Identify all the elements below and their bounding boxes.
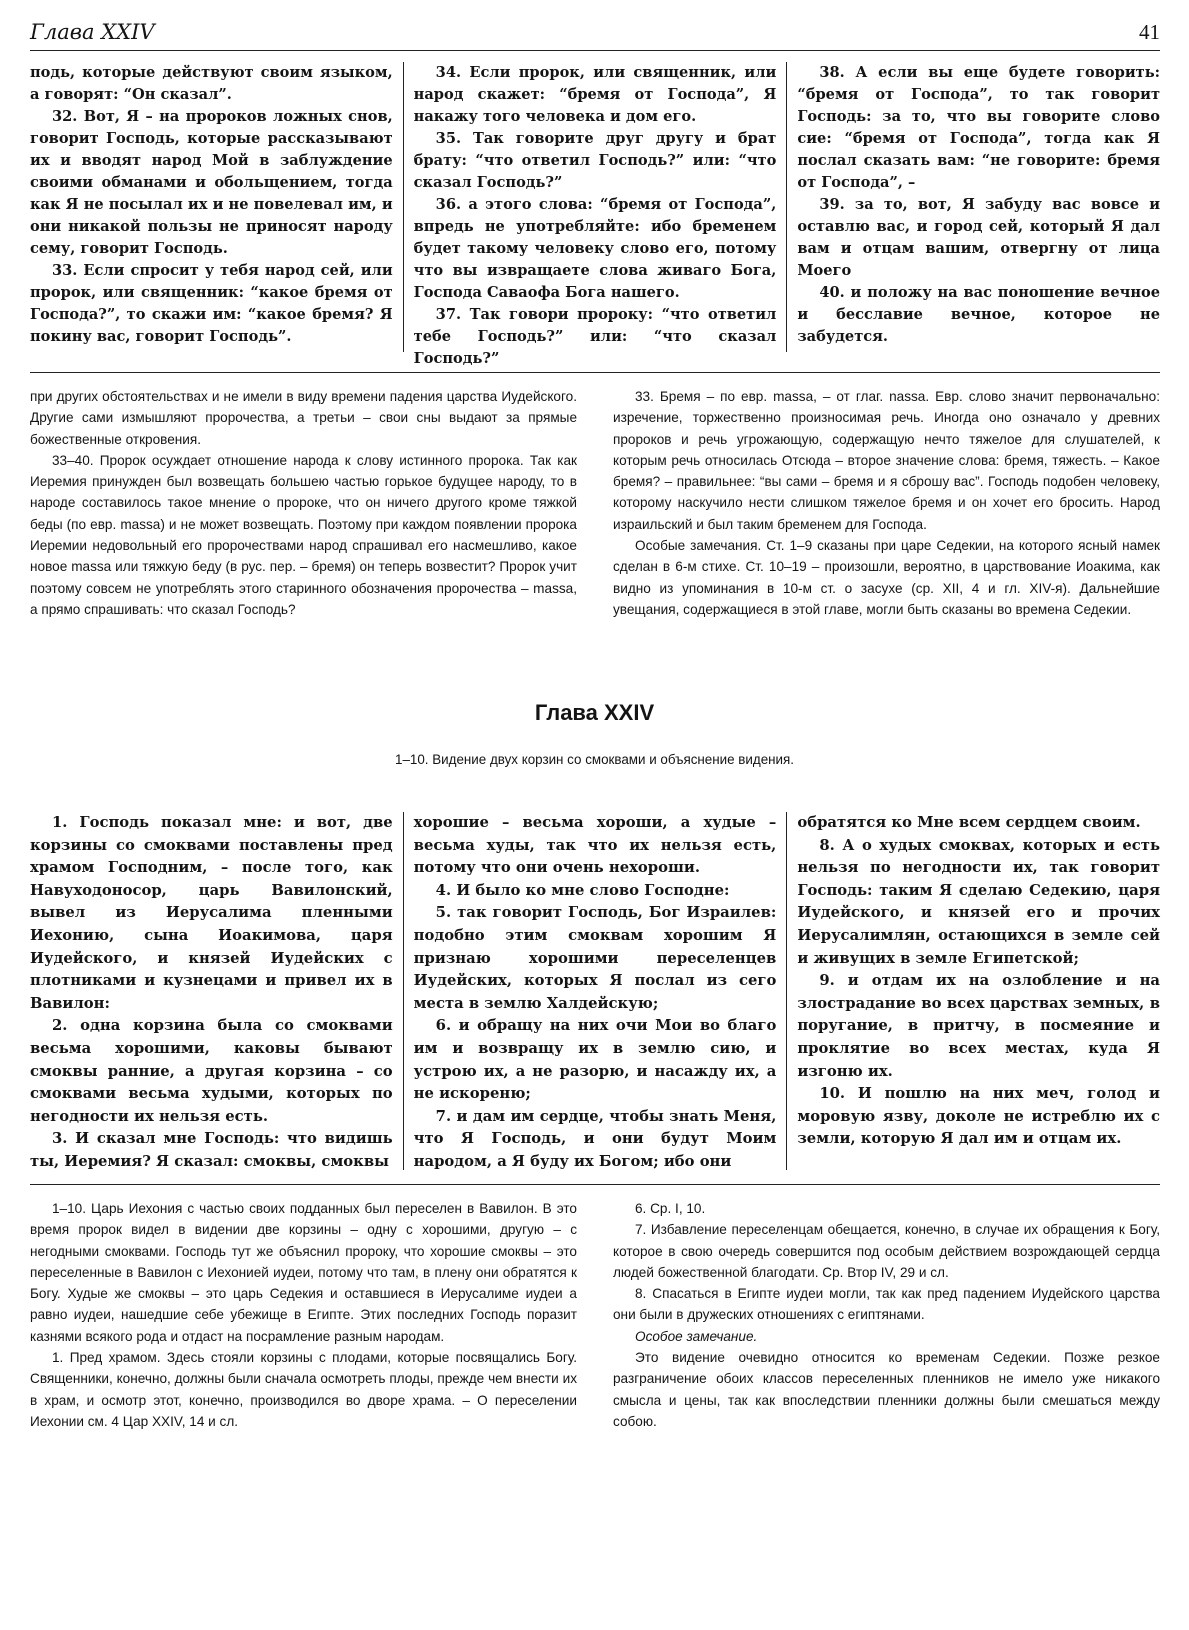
verse: 3. И сказал мне Господь: что видишь ты, Иеремия? Я сказал: смоквы, смоквы: [30, 1130, 393, 1170]
verse: 32. Вот, Я – на пророков ложных снов, говорит Господь, которые рассказывают их и вводят народ Мой в заблуждение своими обманами и обольщением, тогда как Я не посылал их и не повелевал им, и они никакой пользы не приносят народу сему, говорит Господь.: [30, 108, 393, 257]
verse: 34. Если пророк, или священник, или народ скажет: “бремя от Господа”, Я накажу того человека и дом его.: [413, 64, 777, 125]
verse: 7. и дам им сердце, чтобы знать Меня, что Я Господь, и они будут Моим народом, а Я буду их Богом; ибо они: [413, 1107, 777, 1170]
verse: 33. Если спросит у тебя народ сей, или пророк, или священник: “какое бремя от Господа?”, то скажи им: “какое бремя? Я покину вас, говорит Господь”.: [30, 262, 393, 345]
verse: подь, которые действуют своим языком, а говорят: “Он сказал”.: [30, 64, 393, 103]
commentary-paragraph: Это видение очевидно относится ко временам Седекии. Позже резкое разграничение обоих классов переселенных пленников не имело уже никакого смысла и цены, так как впоследствии пленники должны были смешаться между собою.: [613, 1350, 1160, 1429]
bottom-scripture-column-3: [786, 812, 1160, 1170]
commentary-paragraph: Особые замечания. Ст. 1–9 сказаны при царе Седекии, на которого ясный намек сделан в 6-м стихе. Ст. 10–19 – произошли, вероятно, в царствование Иоакима, как видно из упоминания в 10-м ст. о засухе (ср. XII, 4 и гл. XIV-я). Дальнейшие увещания, содержащиеся в этой главе, могли быть сказаны во времена Седекии.: [613, 538, 1160, 617]
top-scripture-column-2: [403, 62, 787, 367]
top-scripture-section: [30, 62, 1161, 367]
top-commentary-section: [30, 386, 1160, 676]
commentary-paragraph: 33. Бремя – по евр. massa, – от глаг. nassa. Евр. слово значит первоначально: изречение, торжественно произносимая речь. Иногда оно означало у древних пророков и речь угрожающую, содержащую нечто тяжелое для слушателей, к которым речь относилась Отсюда – второе значение слова: бремя, тяжесть. – Какое бремя? – правильнее: “вы сами – бремя и я сброшу вас”. Господь подобен человеку, которому наскучило нести слишком тяжелое бремя и он хочет его бросить. Народ израильский и был таким бременем для Господа.: [613, 389, 1160, 532]
chapter-running-title: Глава XXIV: [30, 20, 155, 44]
commentary-paragraph: 33–40. Пророк осуждает отношение народа к слову истинного пророка. Так как Иеремия принужден был возвещать большею частью горькое будущее народу, то в народе составилось такое мнение о пророке, что он ничего другого кроме тяжкой беды (по евр. massa) и не может возвещать. Поэтому при каждом появлении пророка Иеремии недовольный его пророчествами народ спрашивал его насмешливо, какое новое massa или тяжкую беду (в рус. пер. – бремя) он теперь возвестит? Пророк учит поэтому совсем не употреблять этого старинного обозначения пророчества – massa, а прямо спрашивать: что сказал Господь?: [30, 452, 577, 617]
page-number: 41: [1139, 20, 1160, 44]
commentary-paragraph: при других обстоятельствах и не имели в виду времени падения царства Иудейского. Другие сами измышляют пророчества, а третьи – свои сны выдают за прямые божественные откровения.: [30, 389, 577, 447]
verse: 6. и обращу на них очи Мои во благо им и возвращу их в землю сию, и устрою их, а не разорю, и насажду их, а не искореню;: [413, 1017, 777, 1103]
bottom-scripture-column-1: [30, 812, 403, 1170]
verse: 38. А если вы еще будете говорить: “бремя от Господа”, то так говорит Господь: за то, что вы говорите слово сие: “бремя от Господа”, тогда как Я послал сказать вам: “не говорите: бремя от Господа”, –: [797, 64, 1161, 191]
verse: 5. так говорит Господь, Бог Израилев: подобно этим смоквам хорошим Я признаю хорошими переселенцев Иудейских, которых Я послал из сего места в землю Халдейскую;: [413, 904, 777, 1012]
chapter-summary: 1–10. Видение двух корзин со смоквами и объяснение видения.: [395, 752, 794, 767]
verse: 9. и отдам их на озлобление и на злострадание во всех царствах земных, в поругание, в притчу, в посмеяние и проклятие во всех местах, куда Я изгоню их.: [797, 972, 1161, 1080]
verse: 10. И пошлю на них меч, голод и моровую язву, доколе не истреблю их с земли, которую Я дал им и отцам их.: [797, 1085, 1161, 1148]
bottom-scripture-column-2: [403, 812, 787, 1170]
bottom-commentary-section: [30, 1198, 1160, 1528]
commentary-subheading: Особое замечание.: [635, 1328, 758, 1344]
commentary-paragraph: 7. Избавление переселенцам обещается, конечно, в случае их обращения к Богу, которое в свою очередь совершится под особым действием возрождающей сердца людей божественной благодати. Ср. Втор IV, 29 и сл.: [613, 1222, 1160, 1280]
bottom-commentary-column-1: [30, 1198, 577, 1528]
verse: 8. А о худых смоквах, которых и есть нельзя по негодности их, так говорит Господь: таким Я сделаю Седекию, царя Иудейского, и князей его и прочих Иерусалимлян, остающихся в земле сей и живущих в земле Египетской;: [797, 836, 1161, 967]
verse: 4. И было ко мне слово Господне:: [435, 881, 730, 899]
running-header: [30, 16, 1160, 51]
chapter-heading: Глава XXIV: [534, 700, 655, 725]
verse: 1. Господь показал мне: и вот, две корзины со смоквами поставлены пред храмом Господним, – после того, как Навуходоносор, царь Вавилонский, вывел из Иерусалима пленными Иехонию, сына Иоакимова, царя Иудейского, и князей Иудейских с плотниками и кузнецами и привел их в Вавилон:: [30, 814, 393, 1012]
section-divider: [30, 372, 1160, 373]
commentary-paragraph: 1. Пред храмом. Здесь стояли корзины с плодами, которые посвящались Богу. Священники, конечно, должны были сначала осмотреть плоды, прежде чем внести их в храм, и осмотр этот, конечно, производился во дворе храма. – О переселении Иехонии см. 4 Цар XXIV, 14 и сл.: [30, 1350, 577, 1429]
verse: обратятся ко Мне всем сердцем своим.: [797, 814, 1141, 831]
verse: 37. Так говори пророку: “что ответил тебе Господь?” или: “что сказал Господь?”: [413, 306, 777, 367]
top-commentary-column-1: [30, 386, 577, 676]
bottom-commentary-column-2: [613, 1198, 1160, 1528]
commentary-paragraph: 8. Спасаться в Египте иудеи могли, так как пред падением Иудейского царства они были в дружеских отношениях с египтянами.: [613, 1286, 1160, 1323]
commentary-paragraph: 1–10. Царь Иехония с частью своих подданных был переселен в Вавилон. В это время пророк видел в видении две корзины – одну с хорошими, другую – с негодными смоквами. Господь тут же объяснил пророку, что хорошие смоквы – это переселенные в Вавилон с Иехонией иудеи, потому что там, в плену они обратятся к Богу. Худые же смоквы – это царь Седекия и оставшиеся в Иерусалиме иудеи а равно иудеи, нашедшие себе убежище в Египте. Этих последних Господь поразит казнями всякого рода и отдаст на посрамление разным народам.: [30, 1201, 577, 1344]
commentary-paragraph: 6. Ср. I, 10.: [635, 1201, 706, 1216]
top-commentary-column-2: [613, 386, 1160, 676]
section-divider: [30, 1184, 1160, 1185]
verse: хорошие – весьма хороши, а худые – весьма худы, так что их нельзя есть, потому что они очень нехороши.: [413, 814, 777, 877]
verse: 40. и положу на вас поношение вечное и бесславие вечное, которое не забудется.: [797, 284, 1161, 345]
verse: 2. одна корзина была со смоквами весьма хорошими, каковы бывают смоквы ранние, а другая корзина – со смоквами весьма худыми, которых по негодности их нельзя есть.: [30, 1017, 393, 1125]
verse: 35. Так говорите друг другу и брат брату: “что ответил Господь?” или: “что сказал Господь?”: [413, 130, 777, 191]
verse: 39. за то, вот, Я забуду вас вовсе и оставлю вас, и город сей, который Я дал вам и отцам вашим, отвергну от лица Моего: [797, 196, 1161, 279]
top-scripture-column-3: [786, 62, 1160, 352]
bottom-scripture-section: [30, 812, 1160, 1170]
verse: 36. а этого слова: “бремя от Господа”, впредь не употребляйте: ибо бременем будет такому человеку слово его, потому что вы извращаете слова живаго Бога, Господа Саваофа Бога нашего.: [413, 196, 777, 301]
top-scripture-column-1: [30, 62, 403, 352]
